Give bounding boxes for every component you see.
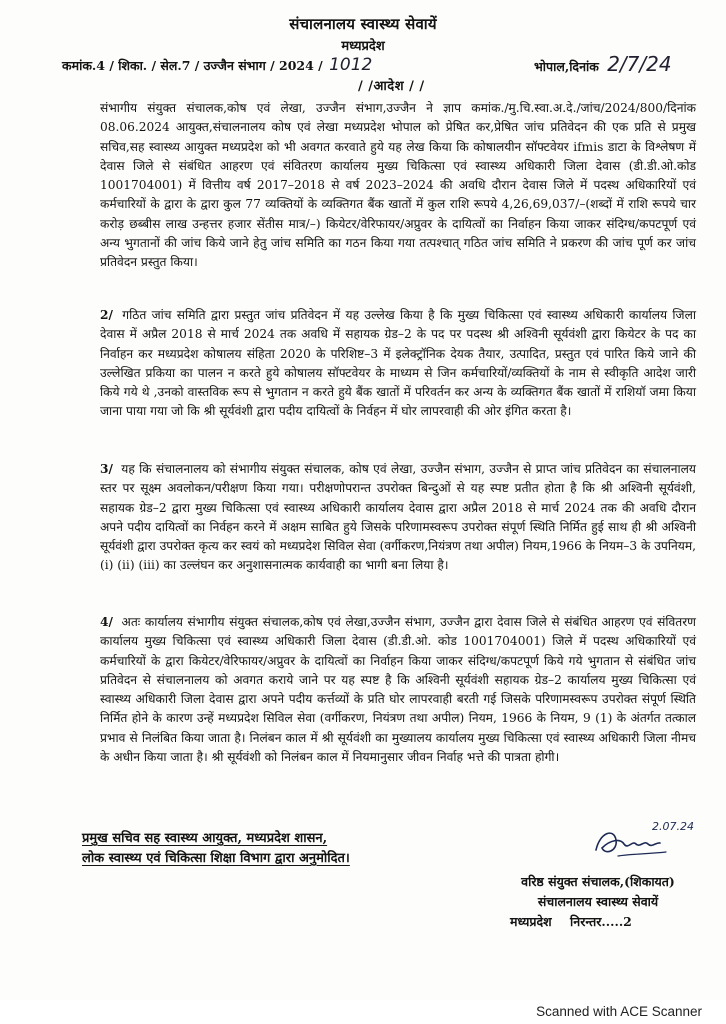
signatory-office: संचालनालय स्वास्थ्य सेवायें [537, 894, 659, 909]
paragraph-4-text: अतः कार्यालय संभागीय संयुक्त संचालक,कोष एवं लेखा,उज्जैन संभाग, उज्जैन द्वारा देवास जिले से संबंधित आहरण एवं संवितरण कार्यालय मुख्य चिकित्सा एवं स्वास्थ्य अधिकारी जिला देवास (डी.डी.ओ. कोड 1001704001) जिले में पदस्थ अधिकारियों एवं कर्मचारियों के द्वारा कियेटर/वेरिफायर/अप्रुवर के दायित्वों का निर्वाहन किया जाकर संदिग्ध/कपटपूर्ण किये गये भुगतान से संबंधित जांच प्रतिवेदन से संचालनालय को अवगत कराये जाने पर यह स्पष्ट है कि अश्विनी सूर्यवंशी सहायक ग्रेड–2 कार्यालय मुख्य चिकित्सा एवं स्वास्थ्य अधिकारी जिला देवास द्वारा अपने पदीय कर्त्तव्यों के प्रति घोर लापरवाही बरती गई जिसके परिणामस्वरूप उपरोक्त संपूर्ण स्थिति निर्मित होने के कारण उन्हें मध्यप्रदेश सिविल सेवा (वर्गीकरण, नियंत्रण तथा अपील) नियम, 1966 के नियम, 9 (1) के अंतर्गत तत्काल प्रभाव से निलंबित किया जाता है। निलंबन काल में श्री सूर्यवंशी का मुख्यालय कार्यालय मुख्य चिकित्सा एवं स्वास्थ्य अधिकारी जिला नीमच के अधीन किया जाता है। श्री सूर्यवंशी को निलंबन काल में नियमानुसार जीवन निर्वाह भत्ते की पात्रता होगी। [100, 615, 696, 765]
signatory-block [480, 872, 716, 932]
scanner-footer [0, 1000, 726, 1024]
signatory-state-line [480, 912, 716, 932]
approval-note [82, 829, 432, 869]
place-date-label: भोपाल,दिनांक [534, 59, 599, 74]
paragraph-2 [100, 306, 696, 422]
reference-prefix: कमांक.4 / शिका. / सेल.7 / उज्जैन संभाग / 2024 / [62, 58, 323, 73]
continued-note: निरन्तर.....2 [570, 914, 632, 929]
place-date-line [534, 52, 672, 76]
paragraph-4 [100, 613, 696, 767]
signatory-state: मध्यप्रदेश [510, 914, 552, 929]
paragraph-1-text: संभागीय संयुक्त संचालक,कोष एवं लेखा, उज्जैन संभाग,उज्जैन ने ज्ञाप कमांक./मु.चि.स्वा.अ.दे./जांच/2024/800/दिनांक 08.06.2024 आयुक्त,संचालनालय कोष एवं लेखा मध्यप्रदेश भोपाल को प्रेषित कर,प्रेषित जांच प्रतिवेदन की एक प्रति से प्रमुख सचिव,सह स्वास्थ्य आयुक्त मध्यप्रदेश को भी अवगत करवाते हुये यह लेख किया कि कोषालयीन सॉफ्टवेयर ifmis डाटा के विश्लेषण में देवास जिले से संबंधित आहरण एवं संवितरण कार्यालय मुख्य चिकित्सा एवं स्वास्थ्य अधिकारी जिला देवास (डी.डी.ओ.कोड 1001704001) में वित्तीय वर्ष 2017–2018 से वर्ष 2023–2024 की अवधि दौरान देवास जिले में पदस्थ अधिकारियों एवं कर्मचारियों के द्वारा के द्वारा कुल 77 व्यक्तियों के व्यक्तिगत बैंक खातों में कुल राशि रूपये 4,26,69,037/–(शब्दों में राशि रूपये चार करोड़ छब्बीस लाख उन्हत्तर हजार सेंतीस मात्र/–) कियेटर/वेरिफायर/अप्रुवर के दायित्वों का निर्वाहन किया जाकर संदिग्ध/कपटपूर्ण एवं अन्य भुगतानों की जांच किये जाने हेतु जांच समिति का गठन किया गया तत्पश्चात् गठित जांच समिति ने प्रकरण की जांच पूर्ण कर जांच प्रतिवेदन प्रस्तुत किया। [100, 101, 696, 270]
paragraph-1 [100, 99, 696, 273]
paragraph-2-text: गठित जांच समिति द्वारा प्रस्तुत जांच प्रतिवेदन में यह उल्लेख किया है कि मुख्य चिकित्सा एवं स्वास्थ्य अधिकारी कार्यालय जिला देवास में अप्रैल 2018 से मार्च 2024 तक अवधि में सहायक ग्रेड–2 के पद पर पदस्थ श्री अश्विनी सूर्यवंशी द्वारा कियेटर के पद का निर्वाहन कर मध्यप्रदेश कोषालय संहिता 2020 के परिशिष्ट–3 में इलेक्ट्रॉनिक देयक तैयार, उत्पादित, प्रस्तुत एवं पारित किये जाने की उल्लेखित प्रकिया का पालन न करते हुये कोषालय सॉफ्टवेयर के माध्यम से जिन कर्मचारियों/व्यक्तियों के नाम से स्वीकृति आदेश जारी किये गये थे ,उनको वास्तविक रूप से भुगतान न करते हुये बैंक खातों में परिवर्तन कर अन्य के व्यक्तिगत बैंक खातों में राशियॉ जमा किया जाना पाया गया जो कि श्री सूर्यवंशी द्वारा पदीय दायित्वों के निर्वहन में घोर लापरवाही की ओर इंगित करता है। [100, 308, 696, 419]
signatory-designation: वरिष्ठ संयुक्त संचालक,(शिकायत) [521, 874, 675, 889]
approval-line-2: लोक स्वास्थ्य एवं चिकित्सा शिक्षा विभाग द्वारा अनुमोदित। [82, 851, 350, 866]
paragraph-3 [100, 460, 696, 576]
order-title: / /आदेश / / [358, 79, 425, 94]
scanner-watermark: Scanned with ACE Scanner [536, 1004, 702, 1019]
approval-line-1: प्रमुख सचिव सह स्वास्थ्य आयुक्त, मध्यप्रदेश शासन, [82, 831, 328, 846]
signature-date: 2.07.24 [652, 820, 694, 833]
office-heading: संचालनालय स्वास्थ्य सेवायें [289, 15, 437, 33]
paragraph-3-text: यह कि संचालनालय को संभागीय संयुक्त संचालक, कोष एवं लेखा, उज्जैन संभाग, उज्जैन से प्राप्त जांच प्रतिवेदन का संचालनालय स्तर पर सूक्ष्म अवलोकन/परीक्षण किया गया। परीक्षणोपरान्त उपरोक्त बिन्दुओं से यह स्पष्ट प्रतीत होता है कि श्री अश्विनी सूर्यवंशी, सहायक ग्रेड–2 द्वारा मुख्य चिकित्सा एवं स्वास्थ्य अधिकारी कार्यालय देवास द्वारा अप्रैल 2018 से मार्च 2024 तक की अवधि दौरान अपने पदीय दायित्वों का निर्वहन करने में अक्षम साबित हुये जिसके परिणामस्वरूप उपरोक्त संपूर्ण स्थिति निर्मित हुई साथ ही श्री अश्विनी सूर्यवंशी द्वारा उपरोक्त कृत्य कर स्वयं को मध्यप्रदेश सिविल सेवा (वर्गीकरण,नियंत्रण तथा अपील) नियम,1966 के नियम–3 के उपनियम, (i) (ii) (iii) का उल्लंघन कर अनुशासनात्मक कार्यवाही का भागी बना लिया है। [100, 462, 696, 573]
handwritten-signature [590, 810, 702, 866]
date-handwritten: 2/7/24 [607, 52, 672, 76]
paragraph-2-number: 2/ [100, 308, 113, 322]
paragraph-3-number: 3/ [100, 462, 113, 476]
reference-number-handwritten: 1012 [329, 55, 373, 75]
paragraph-4-number: 4/ [100, 615, 113, 629]
state-heading: मध्यप्रदेश [341, 39, 385, 54]
reference-line [62, 55, 372, 75]
